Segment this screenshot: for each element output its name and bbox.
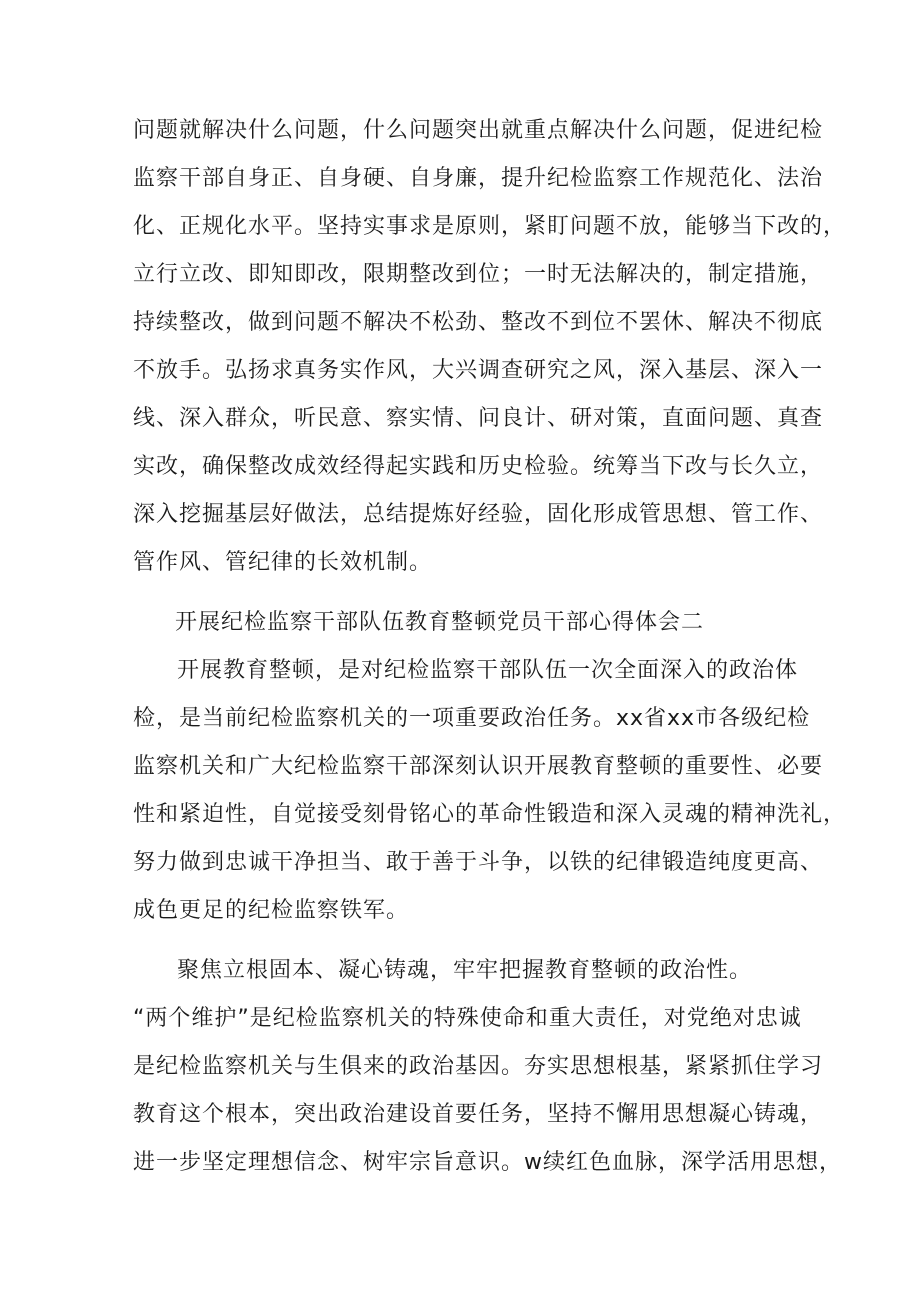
paragraph-line: 深入挖掘基层好做法，总结提炼好经验，固化形成管思想、管工作、: [133, 502, 824, 527]
section-heading: 开展纪检监察干部队伍教育整顿党员干部心得体会二: [175, 610, 705, 635]
paragraph-line: 成色更足的纪检监察铁军。: [133, 898, 410, 923]
document-body: [133, 107, 847, 1187]
paragraph-line: 性和紧迫性，自觉接受刻骨铭心的革命性锻造和深入灵魂的精神洗礼，: [133, 802, 847, 827]
paragraph-line: 管作风、管纪律的长效机制。: [133, 550, 433, 575]
paragraph-line: 监察干部自身正、自身硬、自身廉，提升纪检监察工作规范化、法治: [133, 166, 824, 191]
paragraph-line: 监察机关和广大纪检监察干部深刻认识开展教育整顿的重要性、必要: [133, 754, 824, 779]
paragraph-line: 问题就解决什么问题，什么问题突出就重点解决什么问题，促进纪检: [133, 118, 824, 143]
paragraph-line: 检，是当前纪检监察机关的一项重要政治任务。xx省xx市各级纪检: [133, 706, 811, 731]
paragraph-line: “两个维护”是纪检监察机关的特殊使命和重大责任，对党绝对忠诚: [133, 1006, 802, 1031]
paragraph-line: 化、正规化水平。坚持实事求是原则，紧盯问题不放，能够当下改的，: [133, 214, 847, 239]
paragraph-line: 开展教育整顿，是对纪检监察干部队伍一次全面深入的政治体: [177, 658, 799, 683]
paragraph-line: 线、深入群众，听民意、察实情、问良计、研对策，直面问题、真查: [133, 406, 824, 431]
paragraph-line: 实改，确保整改成效经得起实践和历史检验。统筹当下改与长久立，: [133, 454, 824, 479]
paragraph-line: 努力做到忠诚干净担当、敢于善于斗争，以铁的纪律锻造纯度更高、: [133, 850, 824, 875]
paragraph-line: 是纪检监察机关与生俱来的政治基因。夯实思想根基，紧紧抓住学习: [133, 1054, 824, 1079]
paragraph-line: 持续整改，做到问题不解决不松劲、整改不到位不罢休、解决不彻底: [133, 310, 824, 335]
paragraph-line: 进一步坚定理想信念、树牢宗旨意识。w续红色血脉，深学活用思想，: [133, 1150, 842, 1175]
paragraph-gap: [133, 935, 793, 947]
paragraph-line: 立行立改、即知即改，限期整改到位；一时无法解决的，制定措施，: [133, 262, 824, 287]
paragraph-line: 不放手。弘扬求真务实作风，大兴调查研究之风，深入基层、深入一: [133, 358, 824, 383]
paragraph-line: 教育这个根本，突出政治建设首要任务，坚持不懈用思想凝心铸魂，: [133, 1102, 824, 1127]
paragraph-line: 聚焦立根固本、凝心铸魂，牢牢把握教育整顿的政治性。: [177, 958, 753, 983]
